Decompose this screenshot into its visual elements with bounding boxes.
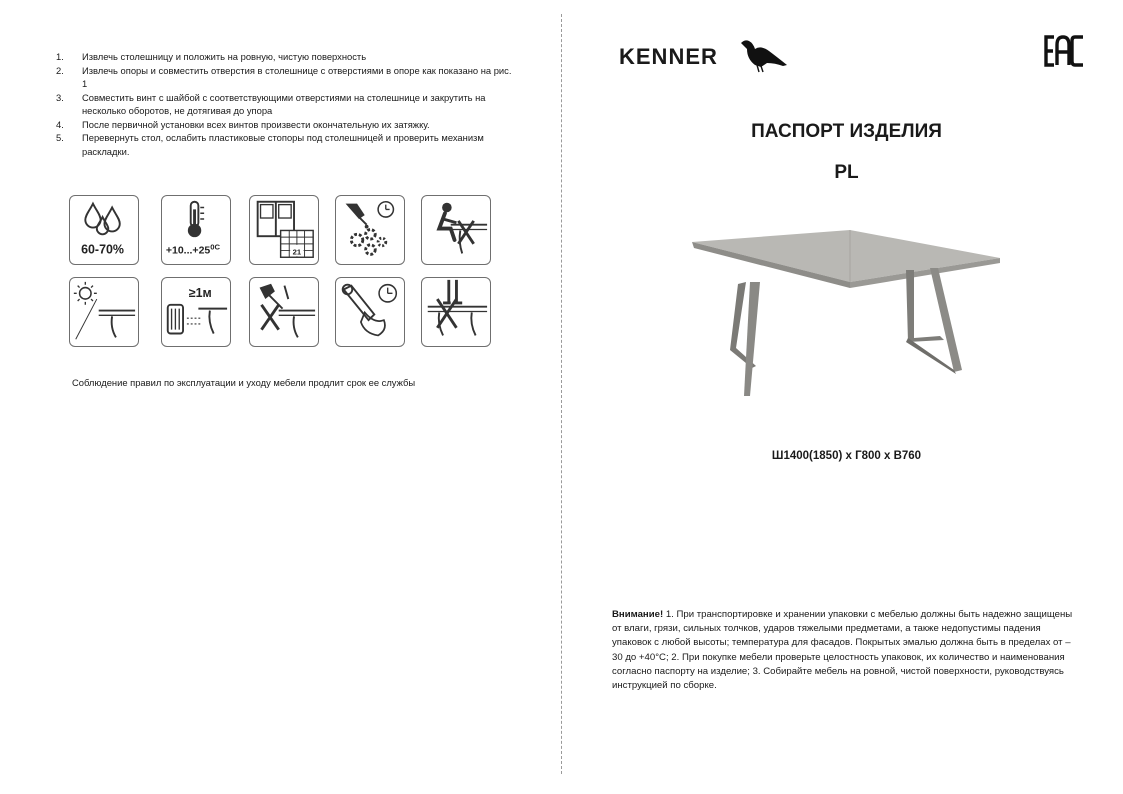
- step-number: 1.: [56, 51, 64, 62]
- step-text: Извлечь опоры и совместить отверстия в столешнице с отверстиями в опоре как показано на рис. 1: [82, 64, 512, 89]
- humidity-icon: [69, 195, 139, 265]
- step-text: После первичной установки всех винтов произвести окончательную их затяжку.: [82, 118, 430, 130]
- no-sitting-icon: [421, 195, 491, 265]
- assembly-step: [56, 118, 518, 132]
- no-sharp-objects-icon: [249, 277, 319, 347]
- attention-label: Внимание!: [612, 609, 664, 620]
- step-text: Совместить винт с шайбой с соответствующими отверстиями на столешнице и закрутить на несколько оборотов, не дотягивая до упора: [82, 91, 486, 116]
- adjustment-tools-icon: [335, 195, 405, 265]
- assembly-step: [56, 91, 518, 118]
- product-model: PL: [834, 162, 859, 183]
- bird-logo-icon: [737, 35, 789, 73]
- assembly-step: [56, 64, 518, 91]
- care-icons-grid: [69, 195, 493, 349]
- step-text: Извлечь столешницу и положить на ровную, чистую поверхность: [82, 51, 367, 62]
- table-product-illustration: [688, 226, 1004, 398]
- attention-text: 1. При транспортировке и хранении упаковки с мебелью должны быть надежно защищены от влаги, грязи, сильных толчков, ударов тяжелыми предметами, а также недопустимы падения упаковок с любой высоты; температура для фасадов. Покрытых эмалью должна быть в пределах от –30 до +40°С; 2. При покупке мебели проверьте целостность упаковок, их количество и наименования согласно паспорту на изделие; 3. Собирайте мебель на ровной, чистой поверхности, руководствуясь инструкцией по сборке.: [612, 609, 1073, 692]
- step-number: 2.: [56, 64, 64, 76]
- care-note: Соблюдение правил по эксплуатации и уходу мебели продлит срок ее службы: [72, 377, 416, 388]
- brand-logo-text: KENNER: [619, 44, 718, 69]
- periodic-tightening-icon: [335, 277, 405, 347]
- step-number: 3.: [56, 91, 64, 103]
- eac-certification-mark: [1043, 34, 1085, 68]
- step-number: 4.: [56, 118, 64, 130]
- svg-text:+10...+250C: [166, 243, 221, 257]
- humidity-label: 60-70%: [81, 242, 124, 257]
- heater-distance-label: ≥1м: [188, 286, 212, 301]
- window-calendar-icon: [249, 195, 319, 265]
- thermometer-icon: [161, 195, 231, 265]
- product-dimensions: Ш1400(1850) х Г800 х В760: [771, 450, 922, 462]
- sun-protection-icon: [69, 277, 139, 347]
- step-text: Перевернуть стол, ослабить пластиковые стопоры под столешницей и проверить механизм раскладки.: [82, 132, 484, 157]
- assembly-step: [56, 131, 518, 158]
- temperature-unit: 0C: [210, 242, 221, 252]
- temperature-range: +10...+25: [165, 244, 211, 257]
- page-fold-divider: [561, 14, 562, 774]
- assembly-step: [56, 50, 518, 64]
- no-standing-icon: [421, 277, 491, 347]
- step-number: 5.: [56, 132, 64, 143]
- heater-distance-icon: [161, 277, 231, 347]
- calendar-day-label: 21: [292, 247, 302, 257]
- document-title: ПАСПОРТ ИЗДЕЛИЯ: [751, 121, 942, 142]
- attention-notice: [612, 608, 1074, 693]
- assembly-steps-list: [56, 50, 518, 158]
